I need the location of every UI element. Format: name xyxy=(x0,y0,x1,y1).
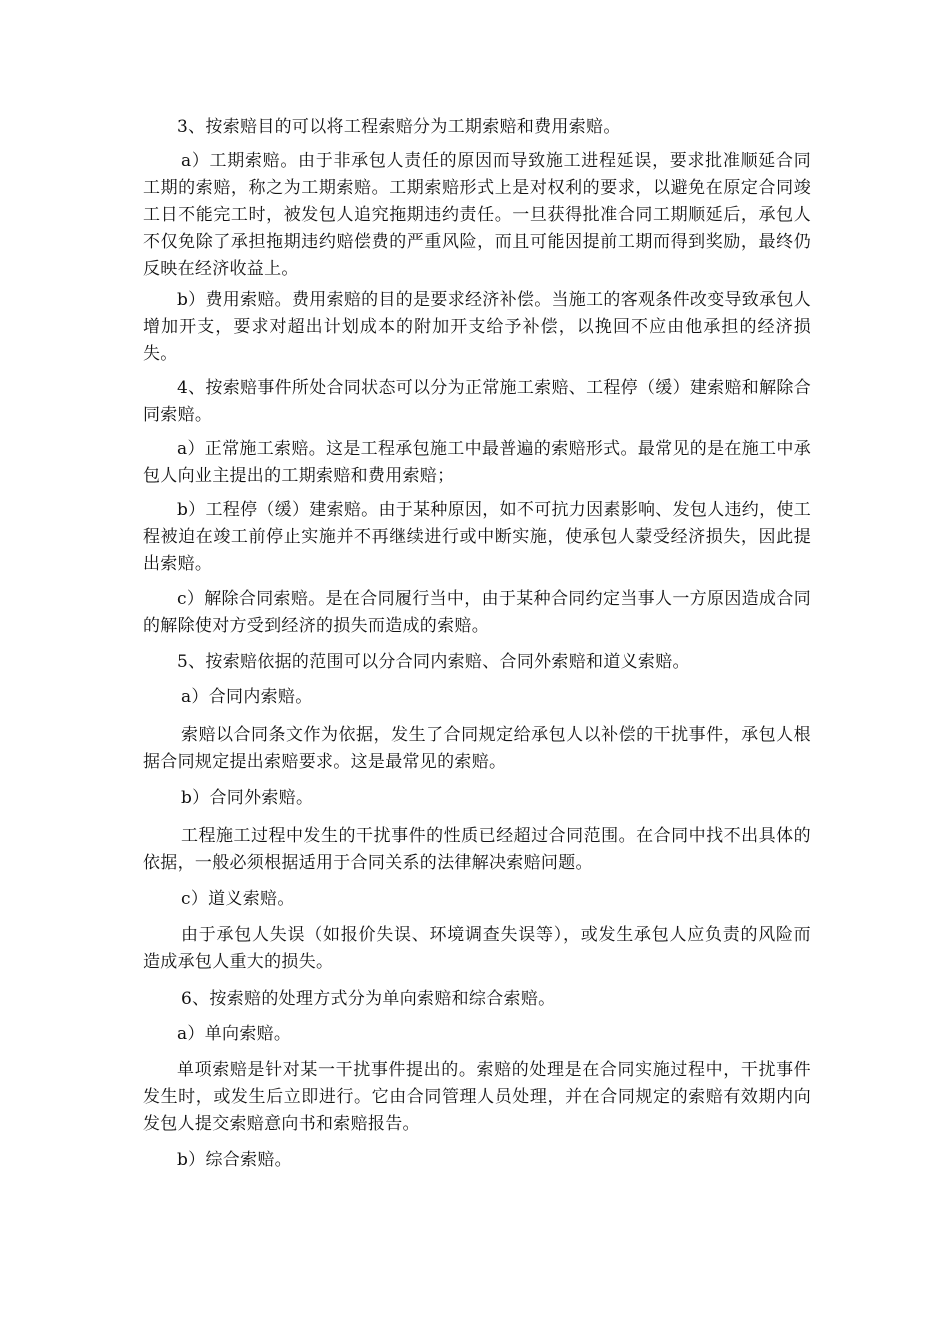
paragraph-5c-title: c）道义索赔。 xyxy=(181,889,295,909)
paragraph-5a-body: 索赔以合同条文作为依据，发生了合同规定给承包人以补偿的干扰事件，承包人根据合同规定提出索赔要求。这是最常见的索赔。 xyxy=(143,725,811,772)
paragraph-4b: b）工程停（缓）建索赔。由于某种原因，如不可抗力因素影响、发包人违约，使工程被迫在竣工前停止实施并不再继续进行或中断实施，使承包人蒙受经济损失，因此提出索赔。 xyxy=(143,500,811,574)
paragraph-6b-title: b）综合索赔。 xyxy=(177,1150,292,1170)
paragraph-3b: b）费用索赔。费用索赔的目的是要求经济补偿。当施工的客观条件改变导致承包人增加开支，要求对超出计划成本的附加开支给予补偿，以挽回不应由他承担的经济损失。 xyxy=(143,290,811,364)
paragraph-6a-title: a）单向索赔。 xyxy=(177,1024,292,1044)
paragraph-5b-title: b）合同外索赔。 xyxy=(181,788,314,808)
paragraph-heading-4: 4、按索赔事件所处合同状态可以分为正常施工索赔、工程停（缓）建索赔和解除合同索赔。 xyxy=(143,378,811,425)
paragraph-4a: a）正常施工索赔。这是工程承包施工中最普遍的索赔形式。最常见的是在施工中承包人向业主提出的工期索赔和费用索赔； xyxy=(143,439,811,486)
paragraph-heading-3: 3、按索赔目的可以将工程索赔分为工期索赔和费用索赔。 xyxy=(177,117,621,137)
paragraph-heading-5: 5、按索赔依据的范围可以分合同内索赔、合同外索赔和道义索赔。 xyxy=(177,652,690,672)
paragraph-5a-title: a）合同内索赔。 xyxy=(181,687,313,707)
paragraph-3a: a）工期索赔。由于非承包人责任的原因而导致施工进程延误，要求批准顺延合同工期的索赔，称之为工期索赔。工期索赔形式上是对权利的要求，以避免在原定合同竣工日不能完工时，被发包人追究拖期违约责任。一旦获得批准合同工期顺延后，承包人不仅免除了承担拖期违约赔偿费的严重风险，而且可能因提前工期而得到奖励，最终仍反映在经济收益上。 xyxy=(143,151,811,279)
paragraph-heading-6: 6、按索赔的处理方式分为单向索赔和综合索赔。 xyxy=(181,989,556,1009)
paragraph-5c-body: 由于承包人失误（如报价失误、环境调查失误等），或发生承包人应负责的风险而造成承包人重大的损失。 xyxy=(143,925,811,972)
paragraph-5b-body: 工程施工过程中发生的干扰事件的性质已经超过合同范围。在合同中找不出具体的依据，一般必须根据适用于合同关系的法律解决索赔问题。 xyxy=(143,826,811,873)
paragraph-6a-body: 单项索赔是针对某一干扰事件提出的。索赔的处理是在合同实施过程中，干扰事件发生时，或发生后立即进行。它由合同管理人员处理，并在合同规定的索赔有效期内向发包人提交索赔意向书和索赔报告。 xyxy=(143,1060,811,1134)
paragraph-4c: c）解除合同索赔。是在合同履行当中，由于某种合同约定当事人一方原因造成合同的解除使对方受到经济的损失而造成的索赔。 xyxy=(143,589,811,636)
